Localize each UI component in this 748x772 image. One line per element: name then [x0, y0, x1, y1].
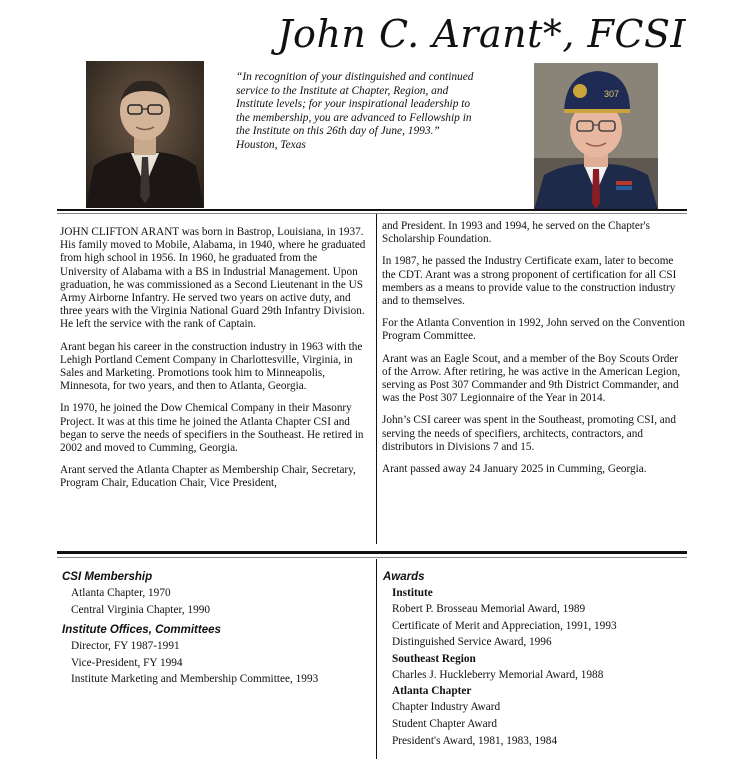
svg-text:307: 307 — [604, 89, 620, 99]
bio-paragraph: In 1987, he passed the Industry Certificate exam, later to become the CDT. Arant was a strong proponent of certification for all CSI members as a means to provide value to the construction industry and to themselves. — [382, 255, 677, 308]
office-item: Vice-President, FY 1994 — [71, 656, 183, 669]
bio-paragraph: For the Atlanta Convention in 1992, John served on the Convention Program Committee. — [382, 317, 685, 343]
bio-paragraph: John’s CSI career was spent in the Southeast, promoting CSI, and serving the needs of specifiers, architects, contractors, and distributors in Divisions 7 and 15. — [382, 414, 676, 453]
bio-paragraph: JOHN CLIFTON ARANT was born in Bastrop, Louisiana, in 1937. His family moved to Mobile, Alabama, in 1940, where he graduated from high school in 1956. In 1960, he graduated from the University of Alabama with a BS in Industrial Management. Upon graduation, he was commissioned as a Second Lieutenant in the US Army Airborne Infantry. He served two years on active duty, and three years with the Virginia National Guard 29th Infantry Division. He left the service with the rank of Captain. — [60, 226, 366, 331]
top-divider-thin — [57, 213, 687, 214]
award-item: Distinguished Service Award, 1996 — [392, 636, 552, 649]
awards-heading: Awards — [383, 571, 425, 583]
bio-paragraph: Arant was an Eagle Scout, and a member of the Boy Scouts Order of the Arrow. After retiring, he was active in the American Legion, serving as Post 307 Commander and 9th District Commander, and was the Post 307 Legionnaire of the Year in 2014. — [382, 352, 681, 405]
bottom-column-divider — [376, 559, 377, 759]
page-title: John C. Arant*, FCSI — [277, 12, 686, 56]
column-divider — [376, 214, 377, 544]
office-item: Institute Marketing and Membership Committee, 1993 — [71, 673, 319, 686]
biography-left-column — [60, 226, 366, 500]
bio-paragraph: Arant began his career in the construction industry in 1963 with the Lehigh Portland Cement Company in Charlottesville, Virginia, in Sales and Marketing. Promotions took him to Minneapolis, Minnesota, for two years, and then to Atlanta, Georgia. — [60, 340, 363, 393]
award-item: Charles J. Huckleberry Memorial Award, 1988 — [392, 668, 604, 681]
bottom-section-divider — [57, 551, 687, 554]
membership-item: Atlanta Chapter, 1970 — [71, 587, 171, 599]
citation-line: the membership, you are advanced to Fellowship in — [236, 111, 472, 124]
citation-line: “In recognition of your distinguished and continued — [236, 71, 474, 83]
office-item: Director, FY 1987-1991 — [71, 640, 180, 653]
award-item: Robert P. Brosseau Memorial Award, 1989 — [392, 603, 586, 615]
award-item: Student Chapter Award — [392, 717, 498, 730]
bio-paragraph: Arant passed away 24 January 2025 in Cumming, Georgia. — [382, 463, 647, 476]
award-item: Certificate of Merit and Appreciation, 1991, 1993 — [392, 619, 617, 632]
bio-paragraph: In 1970, he joined the Dow Chemical Company in their Masonry Project. It was at this time he joined the Atlanta Chapter CSI and began to serve the needs of specifiers in the Southeast. He retired in 2002 and moved to Cumming, Georgia. — [60, 402, 364, 455]
award-group-atlanta-chapter: Atlanta Chapter — [392, 685, 472, 698]
award-item: Chapter Industry Award — [392, 701, 501, 714]
bottom-section-divider-thin — [57, 557, 687, 558]
portrait-photo-legion-cap — [534, 63, 658, 210]
membership-and-offices — [62, 569, 367, 688]
award-group-institute: Institute — [392, 587, 433, 599]
bio-paragraph: Arant served the Atlanta Chapter as Membership Chair, Secretary, Program Chair, Education Chair, Vice President, — [60, 464, 356, 490]
awards-list — [383, 569, 688, 749]
portrait-photo-young — [86, 61, 204, 208]
offices-heading: Institute Offices, Committees — [62, 624, 221, 637]
citation-location: Houston, Texas — [236, 138, 306, 151]
award-group-southeast-region: Southeast Region — [392, 652, 476, 665]
award-item: President's Award, 1981, 1983, 1984 — [392, 734, 558, 747]
citation-line: Institute levels; for your inspirational leadership to — [236, 98, 471, 111]
citation-line: service to the Institute at Chapter, Region, and — [236, 84, 449, 97]
bio-paragraph: and President. In 1993 and 1994, he served on the Chapter's Scholarship Foundation. — [382, 220, 650, 246]
biography-right-column — [382, 220, 688, 485]
top-divider — [57, 209, 687, 211]
fellowship-citation — [236, 71, 506, 153]
citation-line: the Institute on this 26th day of June, 1993.” — [236, 125, 440, 138]
membership-heading: CSI Membership — [62, 571, 153, 583]
membership-item: Central Virginia Chapter, 1990 — [71, 603, 211, 616]
